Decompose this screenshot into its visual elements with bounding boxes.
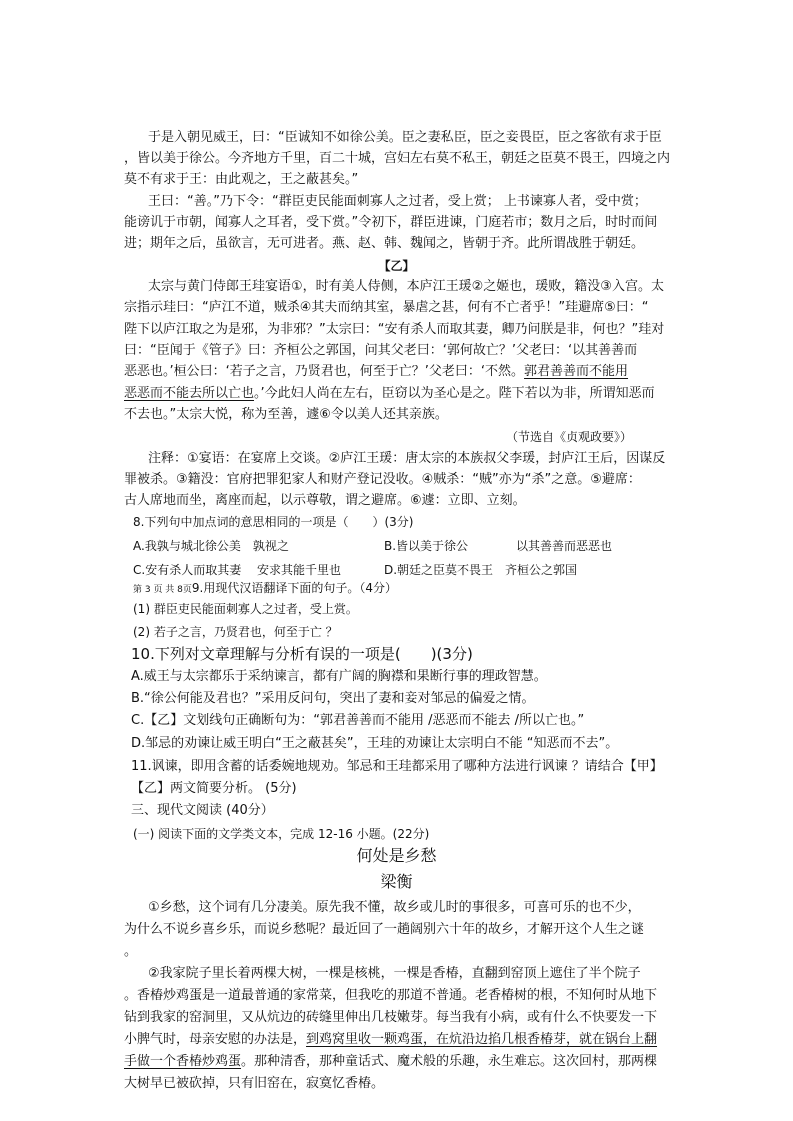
question-10-option-a: A.威王与太宗都乐于采纳谏言，都有广阔的胸襟和果断行事的理政智慧。 xyxy=(131,669,547,684)
jia-line-2: ，皆以美于徐公。今齐地方千里，百二十城，宫妇左右莫不私王，朝廷之臣莫不畏王，四境之内 xyxy=(124,151,671,166)
source-citation: （节选自《贞观政要》） xyxy=(506,430,633,444)
question-8: 8.下列句中加点词的意思相同的一项是（ ）(3分) xyxy=(133,515,414,529)
question-8-option-c: C.安有杀人而取其妻 安求其能千里也 xyxy=(133,563,342,577)
question-11-line-1: 11.讽谏，即用含蓄的话委婉地规劝。邹忌和王珪都采用了哪种方法进行讽谏 ？请结合【甲】 xyxy=(131,759,663,774)
yi-line-2: 宗指示珪曰：“庐江不道，贼杀④其夫而纳其室，暴虐之甚，何有不亡者乎！”珪避席⑤曰：“ xyxy=(124,300,649,315)
question-10-option-b: B.“徐公何能及君也？”采用反问句，突出了妻和妾对邹忌的偏爱之情。 xyxy=(131,691,535,706)
notes-line-1: 注释：①宴语：在宴席上交谈。②庐江王瑗：唐太宗的本族叔父李瑗，封庐江王后，因谋反 xyxy=(148,451,666,466)
question-8-option-a: A.我孰与城北徐公美 孰视之 xyxy=(133,539,289,553)
jia-line-4: 王曰：“善。”乃下令：“群臣吏民能面刺寡人之过者，受上赏； 上书谏寡人者，受中赏； xyxy=(148,194,647,209)
essay-p2-line-6: 大树早已被砍掉，只有旧窑在，寂寞忆香椿。 xyxy=(124,1076,385,1091)
essay-underlined-part-1: 到鸡窝里收一颗鸡蛋，在炕沿边掐几根香椿芽，就在锅台上翻 xyxy=(306,1032,658,1047)
jia-line-6: 进；期年之后，虽欲言，无可进者。燕、赵、韩、魏闻之，皆朝于齐。此所谓战胜于朝廷。 xyxy=(124,236,645,251)
yi-line-5 xyxy=(124,364,628,380)
yi-line-3: 陛下以庐江取之为是邪，为非邪？”太宗曰：“安有杀人而取其妻，卿乃问朕是非，何也？”珪对 xyxy=(124,322,665,337)
essay-p2-line-5 xyxy=(124,1054,657,1070)
section-3-heading: 三、现代文阅读 (40分） xyxy=(131,803,274,818)
yi-line-6 xyxy=(124,386,655,402)
question-8-option-b: B.皆以美于徐公 以其善善而恶恶也 xyxy=(384,539,613,553)
essay-p2-line-4-text: 小脾气时，母亲安慰的办法是， xyxy=(124,1032,307,1047)
jia-line-3: 莫不有求于王：由此观之，王之蔽甚矣。” xyxy=(124,172,359,187)
jia-line-1: 于是入朝见威王，曰：“臣诚知不如徐公美。臣之妻私臣，臣之妾畏臣，臣之客欲有求于臣 xyxy=(148,130,662,145)
question-10-option-d: D.邹忌的劝谏让威王明白“王之蔽甚矣”，王珪的劝谏让太宗明白不能 “知恶而不去”。 xyxy=(131,736,619,751)
yi-line-1: 太宗与黄门侍郎王珪宴语①，时有美人侍侧，本庐江王瑗②之姬也，瑗败，籍没③入宫。太 xyxy=(148,279,664,294)
page-marker-and-q9 xyxy=(133,580,397,598)
yi-line-4: 曰：“臣闻于《管子》曰：齐桓公之郭国，问其父老曰：‘郭何故亡？’父老曰：‘以其善善而 xyxy=(124,343,638,358)
question-11-line-2: 【乙】两文简要分析。 (5分) xyxy=(131,781,297,796)
essay-underlined-part-2: 手做一个香椿炒鸡蛋 xyxy=(124,1054,242,1069)
yi-line-7: 不去也。”太宗大悦，称为至善，遽⑥令以美人还其亲族。 xyxy=(124,407,448,422)
question-9: 9.用现代汉语翻译下面的句子。（4分） xyxy=(191,581,397,595)
yi-heading: 【乙】 xyxy=(378,259,415,273)
essay-p1-line-1: ①乡愁，这个词有几分凄美。原先我不懂，故乡或儿时的事很多，可喜可乐的也不少， xyxy=(148,900,641,915)
essay-p1-line-2: 为什么不说乡喜乡乐，而说乡愁呢？最近回了一趟阔别六十年的故乡，才解开这个人生之谜 xyxy=(124,922,645,937)
essay-p2-line-2: 。香椿炒鸡蛋是一道最普通的家常菜，但我吃的那道不普通。老香椿树的根，不知何时从地下 xyxy=(124,988,658,1003)
question-10: 10.下列对文章理解与分析有误的一项是( )(3分) xyxy=(131,645,473,663)
question-9-item-1: (1) 群臣吏民能面刺寡人之过者，受上赏。 xyxy=(133,602,358,616)
essay-title: 何处是乡愁 xyxy=(356,846,437,865)
essay-p1-line-3: 。 xyxy=(124,944,138,959)
underlined-sentence-part-1: 郭君善善而不能用 xyxy=(524,364,629,379)
essay-p2-line-5-text: 。那种清香，那种童话式、魔术般的乐趣，永生难忘。这次回村，那两棵 xyxy=(241,1054,658,1069)
yi-line-6-rest: 。’今此妇人尚在左右，臣窃以为圣心是之。陛下若以为非，所谓知恶而 xyxy=(254,386,655,401)
essay-p2-line-1: ②我家院子里长着两棵大树，一棵是核桃，一棵是香椿，直翻到窑顶上遮住了半个院子 xyxy=(148,966,641,981)
question-10-option-c: C.【乙】文划线句正确断句为：“郭君善善而不能用 /恶恶而不能去 /所以亡也。” xyxy=(131,713,585,728)
page-marker: 第 3 页 共 8页 xyxy=(133,585,192,595)
section-3-instruction: (一) 阅读下面的文学类文本，完成 12-16 小题。(22分) xyxy=(133,827,430,841)
essay-p2-line-3: 钻到我家的窑洞里，又从炕边的砖缝里伸出几枝嫩芽。每当我有小病，或有什么不快要发一下 xyxy=(124,1010,658,1025)
notes-line-2: 罪被杀。③籍没：官府把罪犯家人和财产登记没收。④贼杀：“贼”亦为“杀”之意。⑤避席： xyxy=(124,472,641,487)
question-9-item-2: (2) 若子之言，乃贤君也，何至于亡 ？ xyxy=(133,625,338,639)
essay-p2-line-4 xyxy=(124,1032,657,1048)
underlined-sentence-part-2: 恶恶而不能去所以亡也 xyxy=(124,386,255,401)
yi-line-5-text: 恶恶也。’桓公曰：‘若子之言，乃贤君也，何至于亡？’父老曰：‘不然。 xyxy=(124,364,525,379)
question-8-option-d: D.朝廷之臣莫不畏王 齐桓公之郭国 xyxy=(384,563,578,577)
notes-line-3: 古人席地而坐，离座而起，以示尊敬，谓之避席。⑥遽：立即、立刻。 xyxy=(124,493,526,508)
essay-author: 梁衡 xyxy=(380,872,413,891)
jia-line-5: 能谤讥于市朝，闻寡人之耳者，受下赏。”令初下，群臣进谏，门庭若市；数月之后，时时而间 xyxy=(124,215,658,230)
